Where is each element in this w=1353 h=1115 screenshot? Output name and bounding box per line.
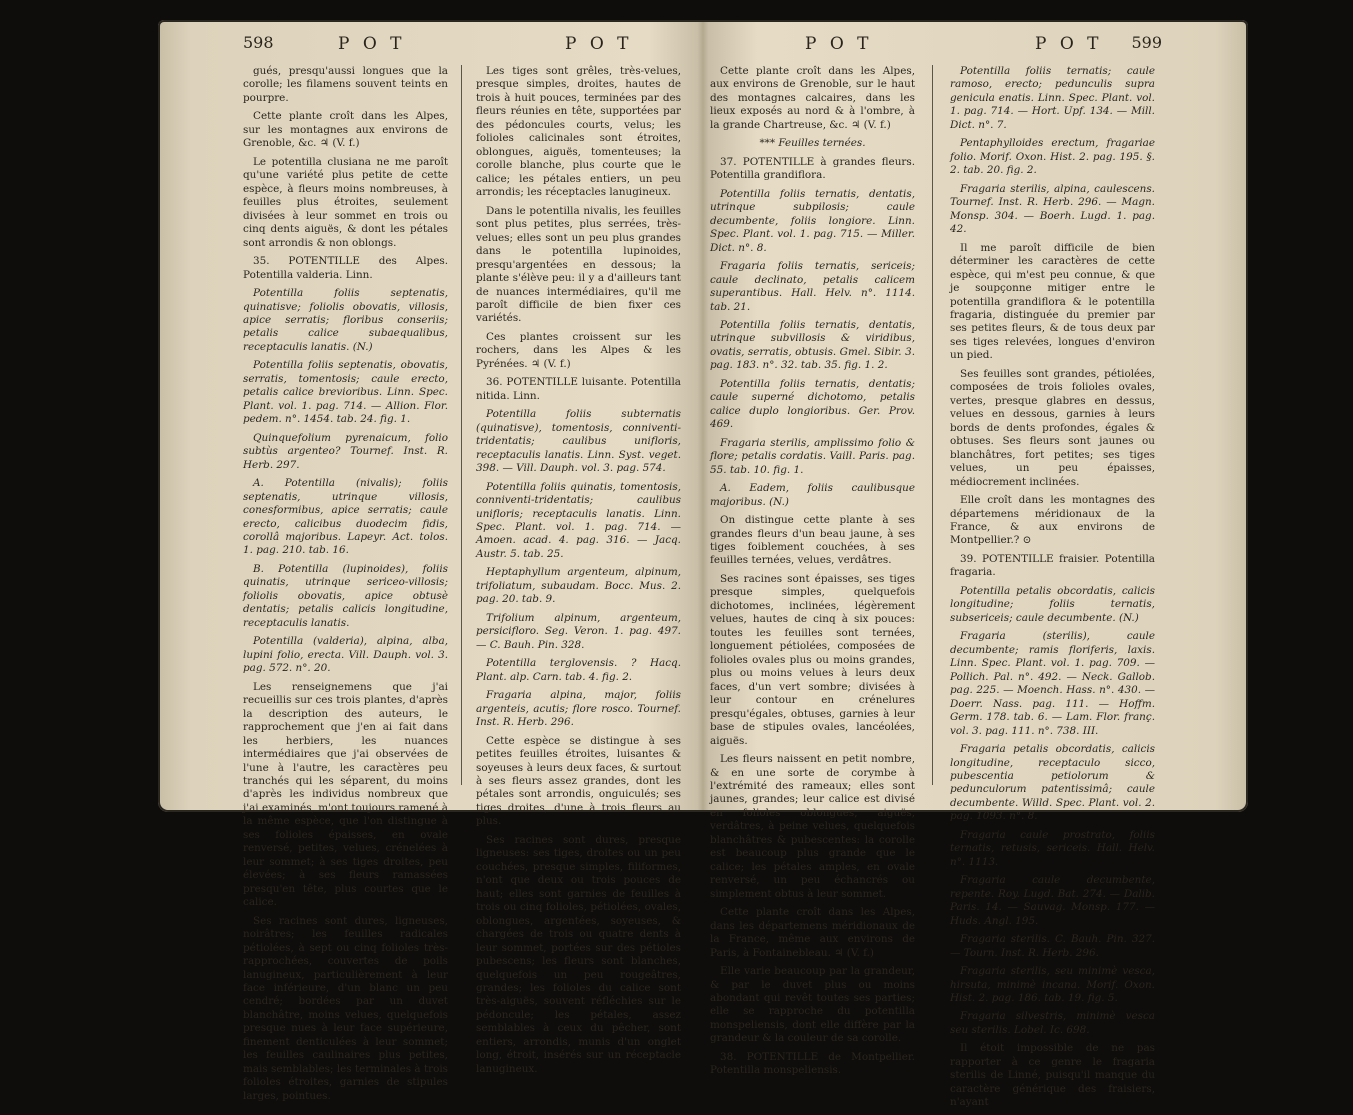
synonym: Fragaria foliis ternatis, sericeis; caule declinato, petalis calicem superantibus. Hall. Helv. n°. 1114. tab. 21. (710, 260, 915, 313)
species-heading: 35. POTENTILLE des Alpes. Potentilla valderia. Linn. (243, 255, 448, 281)
synonym: Fragaria (sterilis), caule decumbente; ramis floriferis, laxis. Linn. Spec. Plant. vol. 1. pag. 709. — Pollich. Pal. n°. 492. — Neck. Gallob. pag. 225. — Moench. Hass. n°. 430. — Doerr. Nass. pag. 111. — Hoffm. Germ. 178. tab. 6. — Lam. Flor. franç. vol. 3. pag. 111. n°. 738. III. (950, 630, 1155, 737)
paragraph: Ses racines sont dures, ligneuses, noirâtres; les feuilles radicales pétiolées, à sept ou cinq folioles très-rapprochées, couvertes de poils lanugineux, particulièrement à leur face inférieure, d'un blanc un peu cendré; bordées par un duvet blanchâtre, moins velues, quelquefois presque nues à leur face supérieure, finement denticulées à leur sommet; les feuilles caulinaires plus petites, mais semblables; les terminales à trois folioles étroites, garnies de stipules larges, pointues. (243, 914, 448, 1102)
right-column-2 (950, 65, 1155, 1115)
paragraph: On distingue cette plante à ses grandes fleurs d'un beau jaune, à ses tiges foiblement couchées, à ses feuilles ternées, velues, verdâtres. (710, 514, 915, 567)
species-heading: 36. POTENTILLE luisante. Potentilla nitida. Linn. (476, 376, 681, 402)
synonym: Potentilla petalis obcordatis, calicis longitudine; foliis ternatis, subsericeis; caule decumbente. (N.) (950, 584, 1155, 624)
running-head-title: P O T (1035, 34, 1103, 54)
running-head-title: P O T (338, 34, 406, 54)
open-book (158, 20, 1248, 1109)
paragraph: Il me paroît difficile de bien déterminer les caractères de cette espèce, qui m'est peu connue, & que je soupçonne mitiger entre le potentilla grandiflora & le potentilla fragaria, distinguée du premier par ses petites fleurs, & de tous deux par ses tiges relevées, longues d'environ un pied. (950, 241, 1155, 362)
paragraph: Ces plantes croissent sur les rochers, dans les Alpes & les Pyrénées. ♃ (V. f.) (476, 330, 681, 370)
synonym: Potentilla foliis ternatis, dentatis, utrinque subpilosis; caule decumbente, foliis longiore. Linn. Spec. Plant. vol. 1. pag. 715. — Miller. Dict. n°. 8. (710, 187, 915, 254)
synonym: Potentilla foliis ternatis, dentatis, utrinque subvillosis & viridibus, ovatis, serratis, obtusis. Gmel. Sibir. 3. pag. 183. n°. 32. tab. 35. fig. 1. 2. (710, 318, 915, 372)
synonym: Fragaria sterilis, amplissimo folio & flore; petalis cordatis. Vaill. Paris. pag. 55. tab. 10. fig. 1. (710, 436, 915, 476)
synonym: Potentilla (valderia), alpina, alba, lupini folio, erecta. Vill. Dauph. vol. 3. pag. 572. n°. 20. (243, 635, 448, 675)
synonym: Fragaria petalis obcordatis, calicis longitudine, receptaculo sicco, pubescentia petiolorum & pedunculorum patentissimâ; caule decumbente. Willd. Spec. Plant. vol. 2. pag. 1093. n°. 8. (950, 743, 1155, 823)
synonym: Potentilla foliis septenatis, quinatisve; foliolis obovatis, villosis, apice serratis; floribus conseriis; petalis calice subaequalibus, receptaculis lanatis. (N.) (243, 287, 448, 353)
synonym: Potentilla foliis ternatis, dentatis; caule superné dichotomo, petalis calice duplo longioribus. Ger. Prov. 469. (710, 377, 915, 431)
synonym: Potentilla foliis ternatis; caule ramoso, erecto; pedunculis supra genicula enatis. Linn. Spec. Plant. vol. 1. pag. 714. — Hort. Upf. 134. — Mill. Dict. n°. 7. (950, 65, 1155, 131)
paragraph: Ses racines sont dures, presque ligneuses: ses tiges, droites ou un peu couchées, presque simples, filiformes, n'ont que deux ou trois pouces de haut; elles sont garnies de feuilles à trois ou cinq folioles, pétiolées, ovales, oblongues, argentées, soyeuses, & chargées de trois ou quatre dents à leur sommet, portées sur des pétioles pubescens; les fleurs sont blanches, quelquefois un peu rougeâtres, grandes; les folioles du calice sont très-aiguës, souvent réfléchies sur le pédoncule; les pétales, assez semblables à ceux du pêcher, sont entiers, arrondis, munis d'un onglet long, étroit, insérés sur un réceptacle lanugineux. (476, 833, 681, 1075)
paragraph: Le potentilla clusiana ne me paroît qu'une variété plus petite de cette espèce, à fleurs moins nombreuses, à feuilles plus étroites, seulement divisées à leur sommet en trois ou cinq dents aiguës, & dont les pétales sont arrondis & non oblongs. (243, 155, 448, 249)
page-number: 599 (1131, 33, 1162, 52)
synonym: Fragaria sterilis, alpina, caulescens. Tournef. Inst. R. Herb. 296. — Magn. Monsp. 304. — Boerh. Lugd. 1. pag. 42. (950, 182, 1155, 236)
synonym: A. Potentilla (nivalis); foliis septenatis, utrinque villosis, conesformibus, apice serratis; caule erecto, calicibus duodecim fidis, corollâ majoribus. Lapeyr. Act. tolos. 1. pag. 210. tab. 16. (243, 477, 448, 557)
left-column-2 (476, 65, 681, 1081)
paragraph: Les fleurs naissent en petit nombre, & en une sorte de corymbe à l'extrémité des rameaux; elles sont jaunes, grandes; leur calice est divisé en folioles oblongues, aiguës, verdâtres, à peine velues, quelquefois blanchâtres & pubescentes: la corolle est beaucoup plus grande que le calice; les pétales amples, en ovale renversé, un peu échancrés ou simplement obtus à leur sommet. (710, 753, 915, 900)
paragraph: Ses racines sont épaisses, ses tiges presque simples, quelquefois dichotomes, inclinées, légèrement velues, hautes de cinq à six pouces: toutes les feuilles sont ternées, longuement pétiolées, composées de folioles ovales plus ou moins grandes, plus ou moins velues à leurs deux faces, d'un vert sombre; divisées à leur contour en crénelures presqu'égales, obtuses, garnies à leur base de stipules ovales, lancéolées, aiguës. (710, 572, 915, 747)
running-head-title: P O T (805, 34, 873, 54)
synonym: Trifolium alpinum, argenteum, persicifloro. Seg. Veron. 1. pag. 497. — C. Bauh. Pin. 328. (476, 611, 681, 651)
synonym: Fragaria caule decumbente, repente. Roy. Lugd. Bat. 274. — Dalib. Paris. 14. — Sauvag. Monsp. 177. — Huds. Angl. 195. (950, 874, 1155, 927)
synonym: Potentilla foliis quinatis, tomentosis, conniventi-tridentatis; caulibus unifloris; receptaculis lanatis. Linn. Spec. Plant. vol. 1. pag. 714. — Amoen. acad. 4. pag. 316. — Jacq. Austr. 5. tab. 25. (476, 480, 681, 560)
paragraph: Cette plante croît dans les Alpes, dans les départemens méridionaux de la France, même aux environs de Paris, à Fontainebleau. ♃ (V. f.) (710, 906, 915, 959)
left-column-1 (243, 65, 448, 1108)
right-running-head (710, 33, 1162, 55)
synonym: B. Potentilla (lupinoides), foliis quinatis, utrinque sericeo-villosis; foliolis obovatis, apice obtusè dentatis; petalis calicis longitudine, receptaculis lanatis. (243, 562, 448, 629)
paragraph: Cette plante croît dans les Alpes, sur les montagnes aux environs de Grenoble, &c. ♃ (V. f.) (243, 110, 448, 150)
synonym: Quinquefolium pyrenaicum, folio subtùs argenteo? Tournef. Inst. R. Herb. 297. (243, 431, 448, 471)
species-heading: 39. POTENTILLE fraisier. Potentilla fragaria. (950, 552, 1155, 579)
paragraph: Dans le potentilla nivalis, les feuilles sont plus petites, plus serrées, très-velues; elles sont un peu plus grandes dans le potentilla lupinoides, presqu'argentées en dessous; la plante s'élève peu: il y a d'ailleurs tant de nuances intermédiaires, qu'il me paroît difficile de bien fixer ces variétés. (476, 204, 681, 325)
paragraph: Cette espèce se distingue à ses petites feuilles étroites, luisantes & soyeuses à leurs deux faces, & surtout à ses fleurs assez grandes, dont les pétales sont arrondis, onguiculés; ses tiges droites, d'une à trois fleurs au plus. (476, 734, 681, 828)
synonym: Pentaphylloides erectum, fragariae folio. Morif. Oxon. Hist. 2. pag. 195. §. 2. tab. 20. fig. 2. (950, 137, 1155, 177)
species-heading: 38. POTENTILLE de Montpellier. Potentilla monspeliensis. (710, 1050, 915, 1077)
synonym: Fragaria sterilis, seu minimè vesca, hirsuta, minimè incana. Morif. Oxon. Hist. 2. pag. 186. tab. 19. fig. 5. (950, 965, 1155, 1004)
synonym: Potentilla terglovensis. ? Hacq. Plant. alp. Carn. tab. 4. fig. 2. (476, 657, 681, 683)
right-page (710, 33, 1162, 1109)
paragraph: Cette plante croît dans les Alpes, aux environs de Grenoble, sur le haut des montagnes calcaires, dans les lieux exposés au nord & à l'ombre, à la grande Chartreuse, &c. ♃ (V. f.) (710, 65, 915, 131)
synonym: Fragaria sterilis. C. Bauh. Pin. 327. — Tourn. Inst. R. Herb. 296. (950, 933, 1155, 959)
species-heading: 37. POTENTILLE à grandes fleurs. Potentilla grandiflora. (710, 155, 915, 182)
left-running-head (243, 33, 683, 55)
column-rule (932, 65, 933, 785)
paragraph: Elle croît dans les montagnes des départemens méridionaux de la France, & aux environs de Montpellier.? ⊙ (950, 494, 1155, 547)
paragraph: Les tiges sont grêles, très-velues, presque simples, droites, hautes de trois à huit pouces, terminées par des fleurs réunies en tête, supportées par des pédoncules courts, velus; les folioles calicinales sont étroites, oblongues, aiguës, tomenteuses; la corolle blanche, plus courte que le calice; les pétales entiers, un peu arrondis; les réceptacles lanugineux. (476, 65, 681, 199)
paragraph: gués, presqu'aussi longues que la corolle; les filamens souvent teints en pourpre. (243, 65, 448, 104)
paragraph: Ses feuilles sont grandes, pétiolées, composées de trois folioles ovales, vertes, presque glabres en dessus, velues en dessous, garnies à leurs bords de dents profondes, égales & obtuses. Ses fleurs sont jaunes ou blanchâtres, fort petites; ses tiges velues, un peu épaisses, médiocrement inclinées. (950, 367, 1155, 488)
left-page (243, 33, 683, 1102)
running-head-title: P O T (565, 34, 633, 54)
right-column-1 (710, 65, 915, 1083)
synonym: Potentilla foliis subternatis (quinatisve), tomentosis, conniventi-tridentatis; caulibus unifloris, receptaculis lanatis. Linn. Syst. veget. 398. — Vill. Dauph. vol. 3. pag. 574. (476, 408, 681, 475)
column-rule (461, 65, 462, 785)
paragraph: Les renseignemens que j'ai recueillis sur ces trois plantes, d'après la description des auteurs, le rapprochement que j'en ai fait dans les herbiers, les nuances intermédiaires que j'ai observées de l'une à l'autre, les caractères peu tranchés qui les séparent, du moins d'après les individus nombreux que j'ai examinés, m'ont toujours ramené à la même espèce, que l'on distingue à ses folioles épaisses, en ovale renversé, petites, velues, crénelées à leur sommet; à ses tiges droites, peu élevées; à ses fleurs ramassées presqu'en tête, plus courtes que le calice. (243, 680, 448, 909)
page-number: 598 (243, 33, 274, 52)
paragraph: Il étoit impossible de ne pas rapporter à ce genre le fragaria sterilis de Linné, puisqu'il manque du caractère générique des fraisiers, n'ayant (950, 1042, 1155, 1109)
synonym: Fragaria silvestris, minimè vesca seu sterilis. Lobel. Ic. 698. (950, 1010, 1155, 1036)
synonym: Potentilla foliis septenatis, obovatis, serratis, tomentosis; caule erecto, petalis calice brevioribus. Linn. Spec. Plant. vol. 1. pag. 714. — Allion. Flor. pedem. n°. 1454. tab. 24. fig. 1. (243, 359, 448, 426)
synonym: Fragaria caule prostrato, foliis ternatis, retusis, sericeis. Hall. Helv. n°. 1113. (950, 828, 1155, 868)
section-heading: *** Feuilles ternées. (759, 137, 866, 150)
synonym: Heptaphyllum argenteum, alpinum, trifoliatum, subaudam. Bocc. Mus. 2. pag. 20. tab. 9. (476, 566, 681, 606)
paragraph: Elle varie beaucoup par la grandeur, & par le duvet plus ou moins abondant qui revêt toutes ses parties; elle se rapproche du potentilla monspeliensis, dont elle diffère par la grandeur & la couleur de sa corolle. (710, 965, 915, 1045)
synonym: Fragaria alpina, major, foliis argenteis, acutis; flore rosco. Tournef. Inst. R. Herb. 296. (476, 689, 681, 729)
synonym: A. Eadem, foliis caulibusque majoribus. (N.) (710, 482, 915, 508)
